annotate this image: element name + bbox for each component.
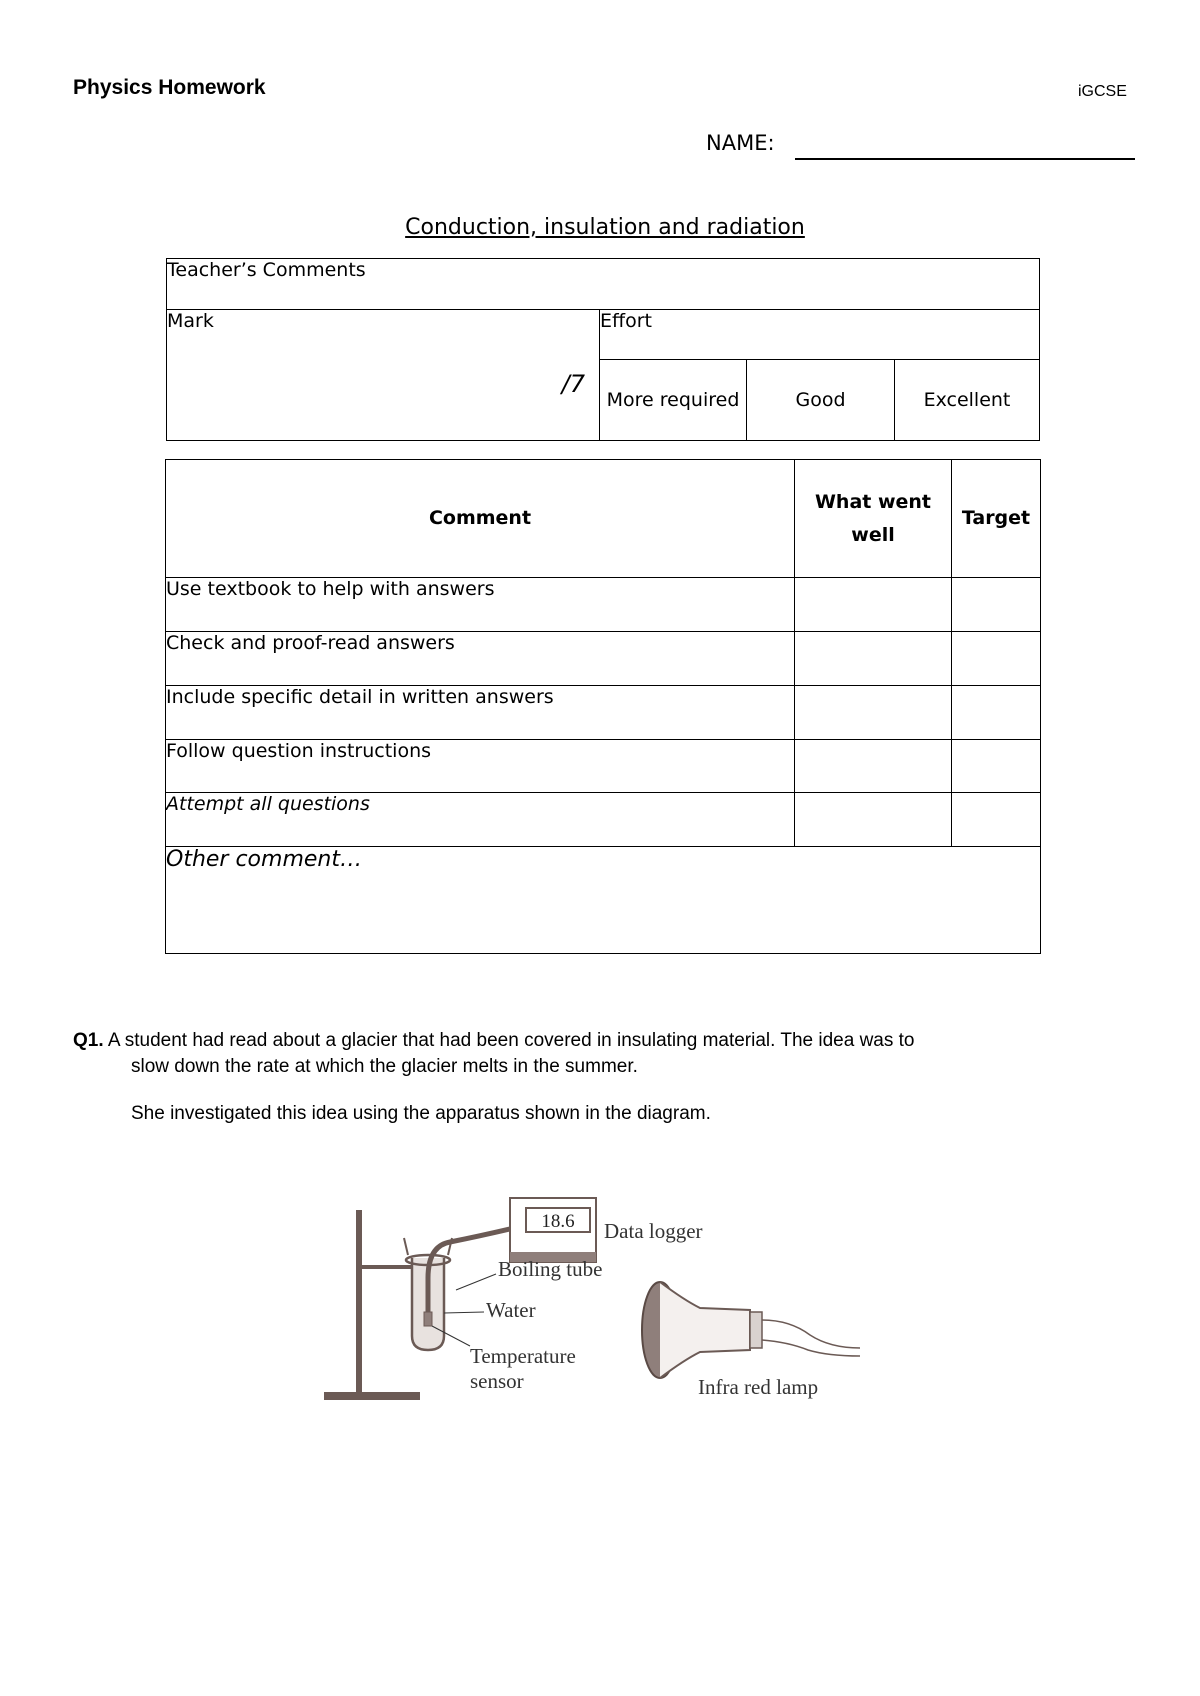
question-text-line3: She investigated this idea using the apparatus shown in the diagram. bbox=[131, 1103, 711, 1124]
feedback-table bbox=[166, 258, 1040, 441]
question-text-line1: A student had read about a glacier that had been covered in insulating material. The idea was to bbox=[107, 1030, 915, 1051]
effort-excellent-label: Excellent bbox=[923, 389, 1011, 411]
question-1 bbox=[73, 1028, 1093, 1080]
effort-cell bbox=[600, 310, 1040, 360]
what-went-well-checkbox[interactable] bbox=[795, 578, 952, 632]
target-checkbox[interactable] bbox=[952, 686, 1041, 740]
other-comment-cell[interactable] bbox=[166, 847, 1041, 954]
effort-label: Effort bbox=[600, 310, 652, 332]
comment-table bbox=[165, 459, 1041, 954]
target-checkbox[interactable] bbox=[952, 793, 1041, 847]
target-header: Target bbox=[952, 460, 1041, 578]
comment-row-text: Check and proof-read answers bbox=[166, 632, 795, 686]
label-sensor: sensor bbox=[470, 1369, 524, 1393]
mark-cell[interactable] bbox=[167, 310, 600, 441]
label-temperature: Temperature bbox=[470, 1344, 576, 1368]
what-went-well-checkbox[interactable] bbox=[795, 632, 952, 686]
comment-row-text: Follow question instructions bbox=[166, 740, 795, 793]
effort-good-label: Good bbox=[795, 389, 846, 411]
apparatus-diagram bbox=[300, 1150, 900, 1420]
header-level: iGCSE bbox=[1078, 83, 1127, 100]
what-went-well-checkbox[interactable] bbox=[795, 686, 952, 740]
mark-total: /7 bbox=[561, 370, 585, 398]
clamp-stand bbox=[324, 1210, 420, 1400]
effort-good[interactable] bbox=[747, 360, 895, 441]
name-label: NAME: bbox=[706, 131, 775, 155]
teacher-comments-cell[interactable] bbox=[167, 259, 1040, 310]
label-boiling-tube: Boiling tube bbox=[498, 1257, 603, 1281]
worksheet-title: Conduction, insulation and radiation bbox=[405, 215, 805, 240]
logger-display-reading: 18.6 bbox=[541, 1211, 575, 1232]
target-checkbox[interactable] bbox=[952, 740, 1041, 793]
infra-red-lamp bbox=[642, 1282, 860, 1378]
what-went-well-checkbox[interactable] bbox=[795, 740, 952, 793]
comment-row-text: Attempt all questions bbox=[166, 793, 795, 847]
label-data-logger: Data logger bbox=[604, 1219, 703, 1243]
effort-more-required[interactable] bbox=[600, 360, 747, 441]
label-infra-red-lamp: Infra red lamp bbox=[698, 1375, 819, 1399]
effort-excellent[interactable] bbox=[895, 360, 1040, 441]
target-checkbox[interactable] bbox=[952, 578, 1041, 632]
comment-row-text: Use textbook to help with answers bbox=[166, 578, 795, 632]
header-title: Physics Homework bbox=[73, 76, 266, 99]
what-went-well-header: What went well bbox=[795, 460, 952, 578]
effort-more-required-label: More required bbox=[606, 389, 740, 411]
label-water: Water bbox=[486, 1298, 536, 1322]
teacher-comments-label: Teacher’s Comments bbox=[167, 259, 366, 281]
comment-row-text: Include specific detail in written answers bbox=[166, 686, 795, 740]
what-went-well-checkbox[interactable] bbox=[795, 793, 952, 847]
mark-label: Mark bbox=[167, 310, 214, 332]
comment-header: Comment bbox=[166, 460, 795, 578]
question-number: Q1. bbox=[73, 1030, 104, 1051]
data-logger bbox=[510, 1198, 596, 1262]
other-comment-label: Other comment… bbox=[166, 847, 362, 872]
target-checkbox[interactable] bbox=[952, 632, 1041, 686]
question-text-line2: slow down the rate at which the glacier melts in the summer. bbox=[131, 1056, 638, 1077]
name-line[interactable] bbox=[795, 158, 1135, 160]
